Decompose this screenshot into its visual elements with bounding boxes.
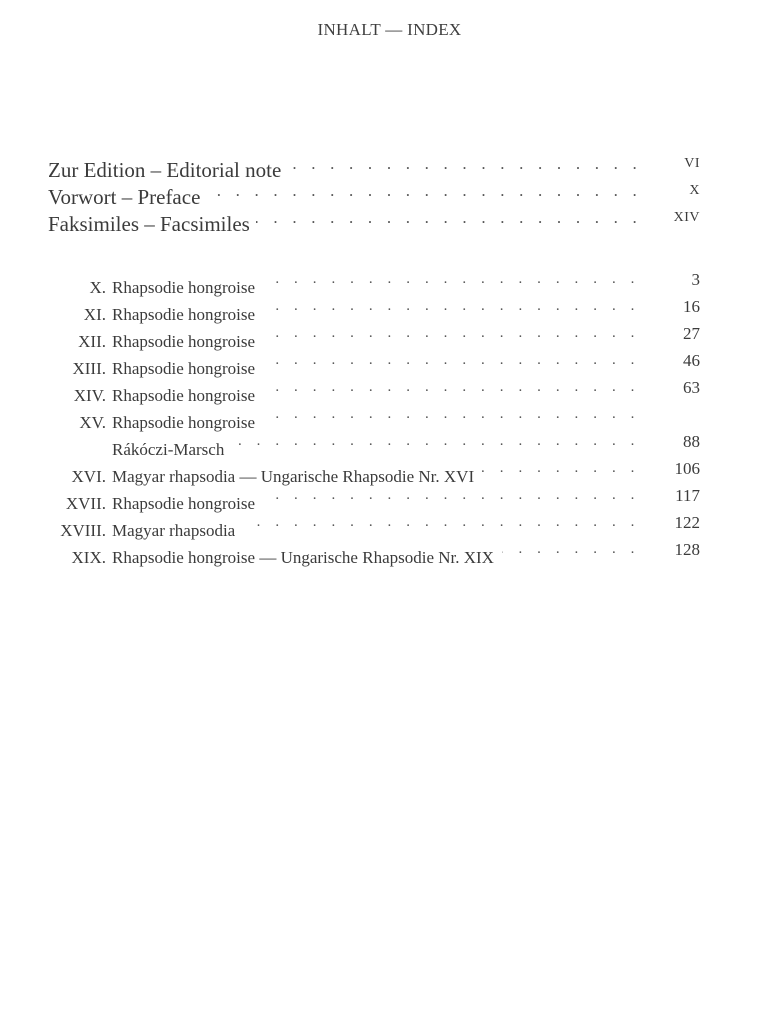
toc-page-number: 46 [675, 347, 700, 374]
toc-page-number: 88 [675, 428, 700, 455]
entry-title: Rhapsodie hongroise [112, 490, 263, 517]
entry-title: Rhapsodie hongroise [112, 382, 263, 409]
entry-title: Rhapsodie hongroise [112, 274, 263, 301]
dot-leader [263, 293, 700, 320]
entry-title: Rhapsodie hongroise [112, 355, 263, 382]
toc-entry [40, 266, 700, 297]
dot-leader [287, 150, 700, 177]
dot-leader [243, 509, 700, 536]
entry-title: Magyar rhapsodia — Ungarische Rhapsodie Nr. XVI [112, 463, 482, 490]
toc-page-number: XIV [666, 204, 700, 231]
toc-page-number: 106 [667, 455, 701, 482]
page-title: INHALT — INDEX [317, 20, 462, 39]
toc-page-number: 27 [675, 320, 700, 347]
toc-page-number: X [681, 177, 700, 204]
entry-title: Rhapsodie hongroise — Ungarische Rhapsodie Nr. XIX [112, 544, 502, 571]
dot-leader [263, 401, 700, 428]
dot-leader [256, 204, 700, 231]
entry-number: XVIII. [60, 521, 106, 540]
entry-number: X. [89, 278, 106, 297]
toc-page-number: 16 [675, 293, 700, 320]
toc-page-number: 63 [675, 374, 700, 401]
entry-number: XVII. [65, 494, 106, 513]
dot-leader [263, 266, 700, 293]
toc-page-number: 128 [667, 536, 701, 563]
entry-title: Rhapsodie hongroise [112, 328, 263, 355]
toc-page-number: 122 [667, 509, 701, 536]
toc-page-number: 117 [667, 482, 700, 509]
entry-number: XV. [79, 413, 106, 432]
entry-number: XVI. [71, 467, 106, 486]
dot-leader [263, 320, 700, 347]
dot-leader [263, 347, 700, 374]
entry-title: Rhapsodie hongroise [112, 301, 263, 328]
entry-number: XIII. [72, 359, 106, 378]
entry-number: XII. [78, 332, 106, 351]
entry-title: Rákóczi-Marsch [112, 436, 232, 463]
toc-entry-editorial-note [48, 150, 700, 182]
entry-number: XIX. [71, 548, 106, 567]
toc-entry-label: Zur Edition – Editorial note [48, 157, 287, 184]
dot-leader [263, 374, 700, 401]
rhapsody-list [40, 266, 700, 567]
entry-number: XIV. [73, 386, 106, 405]
toc-entry-label: Faksimiles – Facsimiles [48, 211, 256, 238]
front-matter-list [48, 150, 700, 236]
dot-leader [232, 428, 700, 455]
entry-title: Magyar rhapsodia [112, 517, 243, 544]
toc-page-number: VI [676, 150, 700, 177]
toc-page-number: 3 [684, 266, 701, 293]
entry-title: Rhapsodie hongroise [112, 409, 263, 436]
toc-entry-label: Vorwort – Preface [48, 184, 206, 211]
entry-number: XI. [83, 305, 106, 324]
